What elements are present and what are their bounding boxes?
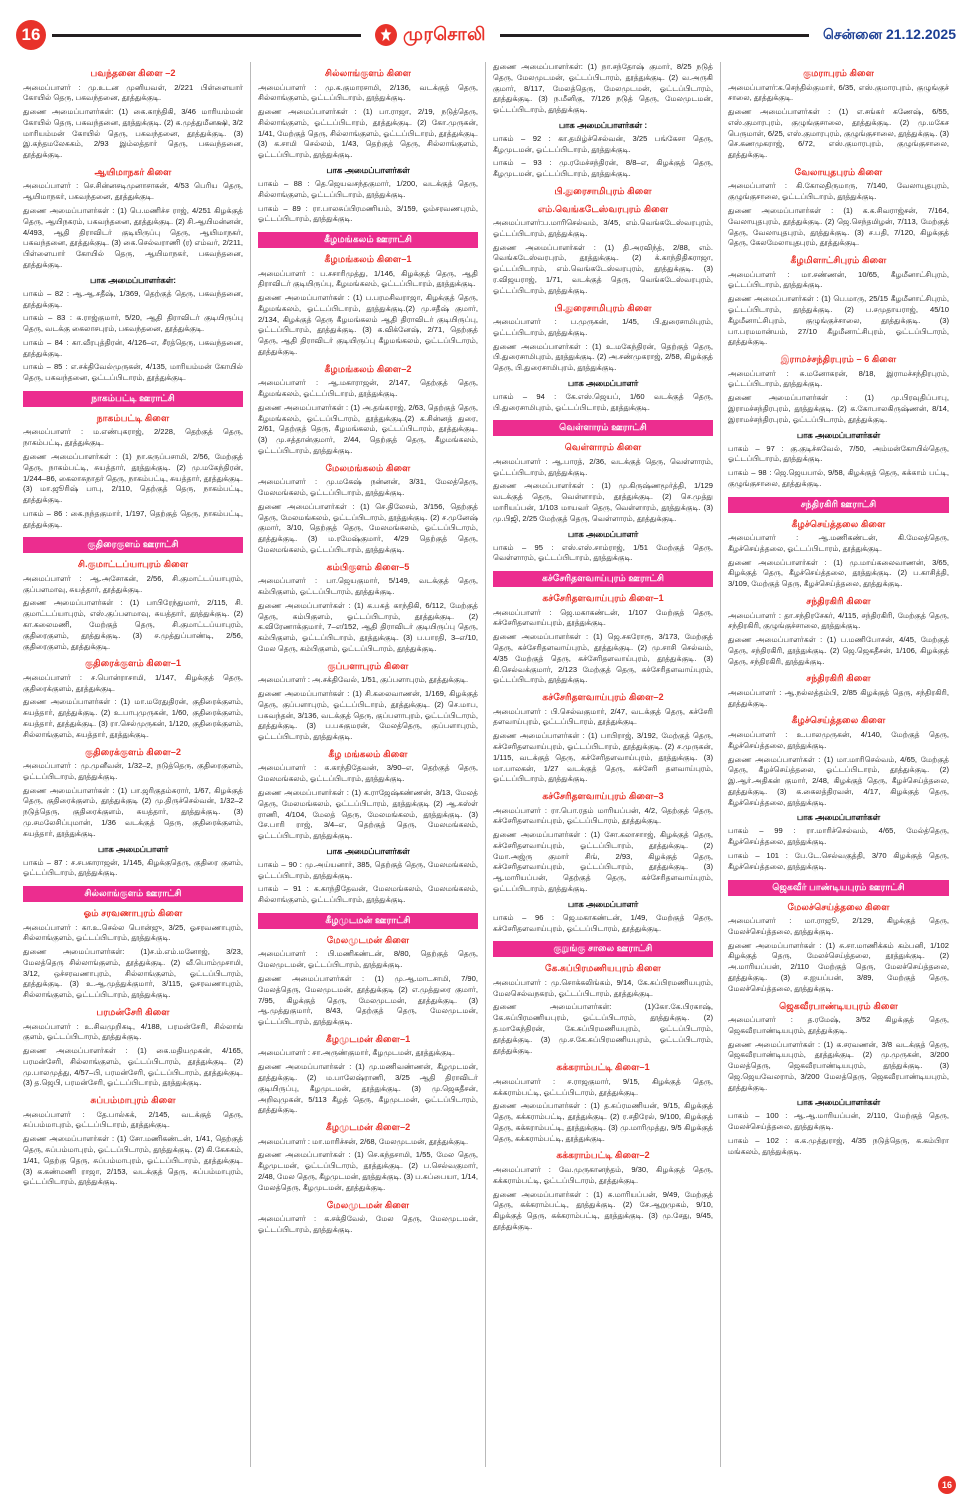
branch-heading: கீழமுடமன் கிளை–2 — [325, 1122, 411, 1133]
body-paragraph: துணை அமைப்பாளர்கள் : (1) சு.சா.மாணிக்கம் கம்பனி, 1/102 கிழக்குத் தெரு, மேலச்செய்த்தலை, தூத்துக்குடி. (2) அ.மாரியப்பன், 2/110 மேற்குத் தெரு, மேலச்செய்த்தலை, தூத்துக்குடி. (3) ச.ஐயப்பன், 3/89, மேற்குத் தெரு, மேலச்செய்த்தலை, தூத்துக்குடி. — [728, 940, 949, 993]
body-paragraph: துணை அமைப்பாளர்கள் : (1) கை.மதியமுகன், 4/165, பரமன்சேரி, சில்லாங்குளம், ஓட்டப்பிடாரம், தூத்துக்குடி. (2) மு.பாலமுத்து, 4/57–பி, பரமன்சேரி, ஓட்டப்பிடாரம், தூத்துக்குடி. (3) த.ஜெபி, பரமன்சேரி, ஓட்டப்பிடாரம், தூத்துக்குடி. — [23, 1046, 243, 1088]
body-paragraph: அமைப்பாளர் : ப.சசாரிமுத்து, 1/146, கிழக்குத் தெரு, ஆதி திராவிடர் குடியிருப்பு, கீழமங்கலம், ஓட்டப்பிடாரம், தூத்துக்குடி. — [258, 268, 478, 289]
body-paragraph: அமைப்பாளர் : மு.க.குமாரசாமி, 2/136, வடக்குத் தெரு, சில்லாங்குளம், ஓட்டப்பிடாரம், தூத்துக்குடி. — [258, 82, 478, 103]
section-subheading: பாக அமைப்பாளர்கள் — [796, 1097, 881, 1108]
body-paragraph: அமைப்பாளர் : ஆ.நல்லத்தம்பி, 2/85 கிழக்குத் தெரு, சந்திரகிரி, தூத்துக்குடி. — [728, 687, 949, 708]
branch-heading: சந்திரகிரி கிளை — [806, 673, 871, 684]
body-paragraph: அமைப்பாளர் : மு.முனீவன், 1/32–2, நடுத்தெரு, குதிரைகுளம், ஓட்டப்பிடாரம், தூத்துக்குடி. — [23, 761, 243, 781]
text-column — [721, 62, 956, 1467]
body-paragraph: துணை அமைப்பாளர்கள் : (1) சோ.மணிகண்டன், 1/41, தெற்குத் தெரு, சுப்பம்மாபுரம், ஓட்டப்பிடாரம், தூத்துக்குடி. (2) கி.கேசுகம், 1/41, தெற்கு தெரு, சுப்பம்மாபுரம், ஓட்டப்பிடாரம், தூத்துக்குடி. (3) க.கண்மணி ராஜா, 2/153, வடக்குத் தெரு, சுப்பம்மாபுரம், ஓட்டப்பிடாரம், தூத்துக்குடி. — [23, 1134, 243, 1187]
body-paragraph: துணை அமைப்பாளர்கள் : (1) பா.ஜரிகுதம்சுரார், 1/67, கிழக்குத் தெரு, குதிரைக்குளம், தூத்துக்குடி (2) மு.திருச்செல்வன், 1/32–2 நடுத்தெரு, குதிரைக்குளம், சுயத்தார், தூத்துக்குடி. (3) மு.சமலேசிப்புமான், 1/36 வடக்குத் தெரு, குதிரைக்குளம், சுயத்தார், தூத்துக்குடி. — [23, 785, 243, 838]
branch-heading: கச்சேரிதளவாய்புரம் கிளை–3 — [542, 791, 664, 802]
body-paragraph: அமைப்பாளர்:க.செந்தில்குமார், 6/35, எஸ்.குமாரபுரம், குழுங்குச் சாலை, தூத்துக்குடி. — [728, 82, 949, 103]
body-paragraph: பாகம் – 95 : எஸ்.எஸ்.சாம்ராஜ், 1/51 மேற்குத் தெரு, வெள்ளாரம், ஓட்டப்பிடாரம், தூத்துக்குடி. — [493, 542, 713, 563]
branch-heading: குதிரைக்குளம் கிளை–2 — [84, 746, 182, 757]
branch-heading: மேலச்செய்த்தலை கிளை — [787, 901, 890, 912]
body-paragraph: அமைப்பாளர் : தா.சந்திரசேகர், 4/115, சந்திரகிரி, மேற்குத் தெரு, சந்திரகிரி, குழுங்குச்சாலை, தூத்துக்குடி. — [728, 610, 949, 631]
body-paragraph: அமைப்பாளர்:ப.மாரிசெல்வம், 3/45, எம்.வெங்கடேஸ்வரபுரம், ஓட்டப்பிடாரம், தூத்துக்குடி. — [493, 218, 713, 238]
body-paragraph: அமைப்பாளர் : பி.செல்வகுமார், 2/47, வடக்குத் தெரு, கச்சேரி தளவாய்புரம், ஓட்டப்பிடாரம், தூத்துக்குடி. — [493, 706, 713, 727]
section-subheading: பாக அமைப்பாளர்கள் : — [558, 119, 648, 130]
branch-heading: ஓம் சரவணாபுரம் கிளை — [83, 908, 183, 919]
footer-page-number: 16 — [938, 1476, 956, 1494]
body-paragraph: துணை அமைப்பாளர்கள் : (1) ப.பரமசிவராஜா, கிழக்குத் தெரு, கீழமங்கலம், ஓட்டப்பிடாரம், தூத்துக்குடி.(2) மு.சதீஷ் குமார், 2/134, கிழக்குத் தெரு கீழமங்கலம் ஆதி திராவிடர் குடியிருப்பு, ஓட்டப்பிடாரம், தூத்துக்குடி. (3) க.விக்னேஷ், 2/71, தெற்குத் தெரு, ஆதி திராவிடர் குடியிருப்பு கீழமங்கலம், ஓட்டப்பிடாரம், தூத்துக்குடி. — [258, 293, 478, 357]
body-paragraph: துணை அமைப்பாளர்கள் : (1) க.க.சிவராஜ்சன், 7/164, வேலாயுதபுரம், தூத்துக்குடி. (2) ஜெ.செந்தமிழன், 7/113, மேற்குத் தெரு, வேலாயுதபுரம், தூத்துக்குடி. (3) ச.பதி, 7/120, கிழக்குத் தெரு, கேலமேலாயுதபுரம், தூத்துக்குடி. — [728, 206, 949, 248]
branch-heading: கீழ மங்கலம் கிளை — [328, 748, 408, 759]
body-paragraph: பாகம் – 85 : எ.சக்திவேல்முருகன், 4/135, மாரியம்மன் கோயில் தெரு, பகவந்தனை, ஓட்டப்பிடாரம், தூத்துக்குடி. — [23, 362, 243, 383]
body-paragraph: அமைப்பாளர் : ச.ராஜகுமார், 9/15, கிழக்குத் தெரு, கக்கராம்பட்டி, ஓட்டப்பிடாரம், தூத்துக்குடி. — [493, 1076, 713, 1097]
body-paragraph: அமைப்பாளர் : கா.உ.செல்ல பொன்ஜு, 3/25, ஓசரவணாபுரம், சில்லாங்குளம், ஓட்டப்பிடாரம், தூத்துக்குடி. — [23, 922, 243, 943]
page-number-badge: 16 — [16, 20, 46, 50]
ward-heading: கீழமுடமன் ஊராட்சி — [258, 913, 478, 929]
body-paragraph: அமைப்பாளர் : வே.முருகானந்தம், 9/30, கிழக்குத் தெரு, கக்கராம்பட்டி, ஓட்டப்பிடாரம், தூத்துக்குடி. — [493, 1164, 713, 1185]
body-paragraph: பாகம் – 84 : கா.வீரபுத்திரன், 4/126–எ, சீரத்தெரு, பகவந்தனை, தூத்துக்குடி. — [23, 337, 243, 358]
ward-heading: சந்திரகிரி ஊராட்சி — [728, 497, 949, 513]
body-paragraph: துணை அமைப்பாளர்கள்: (1) கை.காந்திகி, 3/46 மாரியம்மன் கோயில் தெரு, பகவந்தனை, தூத்துக்குடி. (2) க.முத்துமீனக்ஷி, 3/2 மாரியம்மன் கோயில் தெரு, பகவந்தனை, தூத்துக்குடி. (3) இ.கந்தமலேசுகம், 2/93 இம்லத்தார் தெரு, பகவந்தனை, தூத்துக்குடி. — [23, 107, 243, 160]
body-paragraph: துணை அமைப்பாளர்கள் : (1) உ.மகேந்திரன், தெற்குத் தெரு, பி.துரைசாமிபுரம், தூத்துக்குடி. (2) அ.சண்முகராஜ், 2/58, கிழக்குத் தெரு, பி.துரைசாமிபுரம், தூத்துக்குடி. — [493, 341, 713, 373]
section-subheading: பாக அமைப்பாளர்கள் — [326, 845, 410, 856]
body-paragraph: பாகம் – 98 : ஜெ.ஜெயபால், 9/58, கிழக்குத் தெரு, கக்காம் பட்டி, குழுங்குசாலை, தூத்துக்குடி. — [728, 468, 949, 488]
text-column — [16, 62, 251, 1467]
branch-heading: கீழமுடமன் கிளை–1 — [325, 1033, 411, 1044]
branch-heading: நாகம்பட்டி கிளை — [96, 412, 170, 423]
branch-heading: வெள்ளாரம் கிளை — [564, 442, 642, 453]
body-paragraph: பாகம் – 88 : தெ.ஜெயவசந்தகுமார், 1/200, வடக்குத் தெரு, சில்லாங்குளம், ஓட்டப்பிடாரம், தூத்துக்குடி. — [258, 178, 478, 199]
body-paragraph: அமைப்பாளர் : ச.பொன்ராசாமி, 1/147, கிழக்குத் தெரு, குதிரைக்குளம், தூத்துக்குடி. — [23, 672, 243, 693]
body-paragraph: பாகம் – 97 : கு.குடிச்சுவேல், 7/50, அம்மன்கோயில்தெரு, ஓட்டப்பிடாரம், தூத்துக்குடி. — [728, 443, 949, 464]
article-columns — [16, 62, 956, 1467]
branch-heading: கச்சேரிதளவாய்புரம் கிளை–1 — [542, 593, 664, 604]
ward-heading: கச்சேரிதளவாய்புரம் ஊராட்சி — [493, 571, 713, 587]
body-paragraph: துணை அமைப்பாளர்கள் : (1) எ.சங்கர் கணேஷ், 6/55, எஸ்.குமாரபுரம், குழுங்குசாலை, தூத்துக்குடி. (2) மு.மகேச பெருமாள், 6/25, எஸ்.குமாரபுரம், குழுங்குசாலை, தூத்துக்குடி. (3) செ.கணமுகராஜ், 6/72, எஸ்.குமாரபுரம், குழுங்குசாலை, தூத்துக்குடி. — [728, 107, 949, 160]
body-paragraph: அமைப்பாளர் : மு.சொக்கலிங்கம், 9/14, கே.சுப்பிரமணியபுரம், மேலசெல்வநகரம், ஓட்டப்பிடாரம், தூத்துக்குடி. — [493, 977, 713, 998]
body-paragraph: பாகம் – 93 : மு.ரமேச்சந்திரன், 8/8–எ, கிழக்குத் தெரு, கீழமுடமன், ஓட்டப்பிடாரம், தூத்துக்குடி. — [493, 158, 713, 179]
body-paragraph: அமைப்பாளர் : ஆ.அசோகன், 2/56, சி.குமாட்டப்யாபுரம், குப்பளமாவு, சுயத்தார், தூத்துக்குடி. — [23, 573, 243, 594]
section-subheading: பாக அமைப்பாளர் — [567, 377, 639, 388]
body-paragraph: துணை அமைப்பாளர்கள் : (1) நா.கருப்பசாமி, 2/56, மேற்குத் தெரு, நாகம்பட்டி, சுயத்தார், தூத்துக்குடி. (2) மு.மகேந்திரன், 1/244–86, கைலாசுநாதர் தெரு, நாகம்பட்டி, சுயத்தார், தூத்துக்குடி. (3) மா.ஜூரிஷ் பாபு, 2/110, தெற்குத் தெரு, நாகம்பட்டி, தூத்துக்குடி. — [23, 451, 243, 505]
body-paragraph: துணை அமைப்பாளர்கள் : (1) மா.மாரிசெல்வம், 4/65, மேற்குத் தெரு, கீழச்செய்த்தலை, ஓட்டப்பிடாரம், தூத்துக்குடி. (2) இ.ஆர்.அதிகன் குமார், 2/48, கிழக்குத் தெரு, கீழச்செய்த்தலை, தூத்துக்குடி. (3) க.கைலத்திரவன், 4/17, கிழக்குத் தெரு, கீழச்செய்த்தலை, தூத்துக்குடி. — [728, 754, 949, 807]
section-subheading: பாக அமைப்பாளர்கள் — [326, 164, 410, 175]
ward-heading: சில்லாங்குளம் ஊராட்சி — [23, 886, 243, 902]
section-subheading: பாக அமைப்பாளர்கள்: — [90, 274, 176, 285]
body-paragraph: துணை அமைப்பாளர்கள்: (1)கோ.கே.பிரகாஷ், கே.சுப்பிரமணியபுரம், ஓட்டப்பிடாரம், தூத்துக்குடி. (2) த.மாகேந்திரன், கே.சுப்பிரமணியபுரம், ஓட்டப்பிடாரம், தூத்துக்குடி. (3) மு.ச.கே.சுப்பிரமணியபுரம், ஓட்டப்பிடாரம், தூத்துக்குடி. — [493, 1002, 713, 1055]
branch-heading: பி.துரைசாமிபுரம் கிளை — [554, 302, 652, 313]
body-paragraph: துணை அமைப்பாளர்கள் : (1) க.ராஜேஷ்கண்ணன், 3/13, மேலத் தெரு, மேலமங்கலம், ஓட்டப்பிடாரம், தூத்துக்குடி (2) ஆ.கஸ்ள் ராணி, 4/104, மேலத் தெரு, மேலமங்கலம், தூத்துக்குடி. (3) சே.பாரி ராஜ், 3/4–எ, தெற்குத் தெரு, மேலமங்கலம், ஓட்டப்பிடாரம், தூத்துக்குடி. — [258, 787, 478, 841]
branch-heading: மேலமுடமன் கிளை — [326, 1199, 410, 1210]
branch-heading: கச்சேரிதளவாய்புரம் கிளை–2 — [542, 692, 664, 703]
body-paragraph: பாகம் – 94 : கே.எஸ்.ஜெயப், 1/60 வடக்குத் தெரு, பி.துரைசாமிபுரம், ஓட்டப்பிடாரம், தூத்துக்குடி. — [493, 391, 713, 412]
body-paragraph: துணை அமைப்பாளர்கள் : (1) அ.தங்கராஜ், 2/63, தெற்குத் தெரு, கீழமங்கலம், ஓட்டப்பிடாரம், தூத்துக்குடி.(2) க.சின்னத் துரை, 2/61, தெற்குத் தெரு, கீழமங்கலம், ஓட்டப்பிடாரம், தூத்துக்குடி. (3) மு.சத்தான்குமார், 2/44, தெற்குத் தெரு, கீழமங்கலம், ஓட்டப்பிடாரம், தூத்துக்குடி. — [258, 402, 478, 455]
body-paragraph: துணை அமைப்பாளர்கள் : (1) மா.மரேதுதிரன், குதிரைக்குளம், சுயத்தார், தூத்துக்குடி. (2) உ.பாபுமுருகன், 1/60, குதிரைக்குளம், சுயத்தார், தூத்துக்குடி. (3) ரா.செல்முருகன், 1/120, குதிரைக்குளம், சில்லாங்குளம், சுயத்தார், தூத்துக்குடி. — [23, 697, 243, 739]
branch-heading: குப்பளாபுரம் கிளை — [327, 660, 409, 671]
body-paragraph: துணை அமைப்பாளர்கள் : (1) சோ.கலாசாாஜ், கிழக்குத் தெரு, கச்சேரிதளவாய்புரம், ஓட்டப்பிடாரம், தூத்துக்குடி. (2) மோ.அஜ்ரு குமார் சிங், 2/93, கிழக்குத் தெரு, கச்சேரிதளவாய்புரம், ஓட்டப்பிடாரம், தூத்துக்குடி. (3) ஆ.மாரியப்பன், தெற்குத் தெரு, கச்சேரிதளவாய்புரம், ஓட்டப்பிடாரம், தூத்துக்குடி. — [493, 830, 713, 894]
body-paragraph: துணை அமைப்பாளர்கள் : (1) த.சுப்ரமணியன், 9/15, கிழக்குத் தெரு, கக்கராம்பட்டி, தூத்துக்குடி. (2) ர.சதிரேல், 9/100, கிழக்குத் தெரு, கக்கராம்பட்டி, தூத்துக்குடி. (3) மு.மாரிமுத்து, 9/5 கிழக்குத் தெரு, கக்கராம்பட்டி, தூத்துக்குடி. — [493, 1101, 713, 1143]
body-paragraph: துணை அமைப்பாளர்கள் : (1) மு.கிருஷ்ணமூர்த்தி, 1/129 வடக்குத் தெரு, வெள்ளாரம், தூத்துக்குடி. (2) செ.முத்து மாரியப்பன், 1/103 மாயவர் தெரு, வெள்ளாரம், தூத்துக்குடி. (3) மு.பிஜி, 2/25 மேற்குத் தெரு, வெள்ளாரம், தூத்துக்குடி. — [493, 481, 713, 523]
body-paragraph: பாகம் – 83 : க.ராஜ்குமார், 5/20, ஆதி திராவிடர் குடியிருப்பு தெரு, வடக்கு கைலாசபுரம், பகவந்தனை, தூத்துக்குடி. — [23, 313, 243, 334]
body-paragraph: அமைப்பாளர் : ஆ.மணிகண்டன், கி.மேலத்தெரு, கீழச்செய்த்தலை, ஓட்டப்பிடாரம், தூத்துக்குடி. — [728, 533, 949, 553]
section-subheading: பாக அமைப்பாளர் — [567, 528, 639, 539]
branch-heading: சுப்பம்மாபுரம் கிளை — [90, 1095, 176, 1106]
body-paragraph: பாகம் – 87 : ச.சபகாராஜன், 1/145, கிழக்குதெரு, குதிரை குளம், ஓட்டப்பிடாரம், தூத்துக்குடி. — [23, 857, 243, 878]
ward-heading: நாகம்பட்டி ஊராட்சி — [23, 391, 243, 407]
body-paragraph: துணை அமைப்பாளர்கள் : (1) க.பசுத் காந்திகி, 6/112, மேற்குத் தெரு, கம்பிகுளம், ஓட்டப்பிடாரம், தூத்துக்குடி. (2) க.விரேணாக்குமார், 7–எ/152, ஆதி திராவிடர் குடியிருப்பு தெரு, கம்பிகுளம், ஓட்டப்பிடாரம், தூத்துக்குடி. (3) ப.பாரதி, 3–எ/10, மேல தெரு, கம்பிகுளம், ஓட்டப்பிடாரம், தூத்துக்குடி. — [258, 600, 478, 653]
body-paragraph: துணை அமைப்பாளர்கள் : (1) மு.ஆ.மாடசாமி, 7/90, மேலத்தெரு, மேலமுடமன், தூத்துக்குடி (2) எ.முத்துரை குமார், 7/95, கிழக்குத் தெரு, மேலமுடமன், தூத்துக்குடி. (3) ஆ.முத்துகுமார், 8/43, தெற்குத் தெரு, மேலமுடமன், ஓட்டப்பிடாரம், தூத்துக்குடி. — [258, 974, 478, 1027]
branch-heading: பவந்தனை கிளை –2 — [90, 68, 176, 78]
body-paragraph: பாகம் – 102 : க.க.முத்துராஜ், 4/35 நடுத்தெரு, க.கம்பிரா மங்கலம், தூத்துக்குடி. — [728, 1136, 949, 1156]
body-paragraph: அமைப்பாளர் : மு.மகேஷ் நன்னன், 3/31, மேலத்தெரு, மேலமங்கலம், ஓட்டப்பிடாரம், தூத்துக்குடி. — [258, 477, 478, 498]
body-paragraph: துணை அமைப்பாளர்கள் : (1) க.சரவணன், 3/8 வடக்குத் தெரு, ஜெகவீரபாண்டியபுரம், தூத்துக்குடி. (2) மு.முருகன், 3/200 மேலத்தெரு, ஜெகவீரபாண்டியபுரம், தூத்துக்குடி. (3) ஜெ.ஜெயவேலராம், 3/200 மேலத்தெரு, ஜெகவீரபாண்டியபுரம், தூத்துக்குடி. — [728, 1039, 949, 1092]
body-paragraph: துணை அமைப்பாளர்கள் : (1) பாபிராஜ், 3/192, மேற்குத் தெரு, கச்சேரிதளவாய்புரம், ஓட்டப்பிடாரம், தூத்துக்குடி. (2) ச.முருகன், 1/115, வடக்குத் தெரு, கச்சேரிதளவாய்புரம், தூத்துக்குடி. (3) மா.பாலகன், 1/27 வடக்குத் தெரு, கச்சேரி தளவாய்புரம், ஓட்டப்பிடாரம், தூத்துக்குடி. — [493, 731, 713, 784]
body-paragraph: பாகம் – 89 : ரா.பாலசுப்பிரமணியம், 3/159, ஓம்சரவணபுரம், ஓட்டப்பிடாரம், தூத்துக்குடி. — [258, 203, 478, 224]
branch-heading: கே.சுப்பிரமணியபுரம் கிளை — [545, 963, 661, 974]
dateline: சென்னை 21.12.2025 — [823, 25, 957, 42]
branch-heading: குதிரைக்குளம் கிளை–1 — [84, 658, 182, 669]
branch-heading: சி.குமாட்டப்யாபுரம் கிளை — [77, 559, 189, 570]
body-paragraph: துணை அமைப்பாளர்கள் : (1) செ.கந்தசாமி, 1/55, மேல தெரு, கீழமுடமன், ஓட்டப்பிடாரம், தூத்துக்குடி. (2) ப.செல்வகுமார், 2/48, மேல தெரு, கீழமுடமன், தூத்துக்குடி. (3) ப.சுப்பையா, 1/14, மேலத்தெரு, கீழமுடமன், தூத்துக்குடி. — [258, 1150, 478, 1192]
body-paragraph: துணை அமைப்பாளர்கள் : (1) ஜெ.சகரோரூ, 3/173, மேற்குத் தெரு, கச்சேரிதளவாய்புரம், தூத்துக்குடி. (2) மு.சாசி செல்வம், 4/35 மேற்குத் தெரு, கச்சேரிதளவாய்புரம், தூத்துக்குடி. (3) கி.செல்வக்குமார், 2/123 மேற்குத் தெரு, கச்சேரிதளவாய்புரம், ஓட்டப்பிடாரம், தூத்துக்குடி. — [493, 632, 713, 685]
body-paragraph: அமைப்பாளர் : உ.பாலமுருகன், 4/140, மேற்குத் தெரு, கீழச்செய்த்தலை, தூத்துக்குடி. — [728, 729, 949, 750]
body-paragraph: பாகம் – 100 : ஆ.ஆ.மாரியப்பன், 2/110, மேற்குத் தெரு, மேலச்செய்த்தலை, தூத்துக்குடி. — [728, 1111, 949, 1132]
body-paragraph: துணை அமைப்பாளர்கள் : (1) மு.பிரவுதிப்பாபு, இராமச்சந்திரபுரம், தூத்துக்குடி. (2) க.கோபாலகிருஷ்ணன், 8/14, இராமச்சந்திரபுரம், ஓட்டப்பிடாரம், தூத்துக்குடி. — [728, 393, 949, 424]
star-emblem-icon — [375, 24, 397, 46]
body-paragraph: துணை அமைப்பாளர்கள் : (1) பாபிரேந்துமார், 2/115, சி. குமாட்டப்யாபுரம், எஸ்.குப்பளமாவு, சுயத்தார், தூத்துக்குடி. (2) கா.கலைமணி, மேற்குத் தெரு, சி.குமாட்டப்யாபுரம், குதிரைகுளம், தூத்துக்குடி. (3) ச.முத்துப்பாண்டி, 2/56, குதிரைகுளம், தூத்துக்குடி. — [23, 598, 243, 651]
body-paragraph: துணை அமைப்பாளர்கள் : (1) பெ.மாரு, 25/15 கீழமீனாட்சிபுரம், ஓட்டப்பிடாரம், தூத்துக்குடி. (2) ப.சமுதாயராஜ், 45/10 கீழமீனாட்சிபுரம், குழுங்குச்சாலை, தூத்துக்குடி. (3) பா.பரமமான்யம், 27/10 கீழமீனாட்சிபுரம், ஓட்டப்பிடாரம், தூத்துக்குடி. — [728, 294, 949, 347]
branch-heading: பரமன்சேரி கிளை — [96, 1007, 170, 1018]
masthead — [16, 14, 956, 56]
masthead-rule-right — [500, 34, 809, 37]
body-paragraph: துணை அமைப்பாளர்கள் : (1) ப.மணிபோசன், 4/45, மேற்குத் தெரு, சந்திரகிரி, தூத்துக்குடி. (2) ஜெ.ஜெகதீசன், 1/106, கிழக்குத் தெரு, சந்திரகிரி, தூத்துக்குடி. — [728, 635, 949, 666]
branch-heading: வேலாயுதபுரம் கிளை — [794, 166, 883, 177]
body-paragraph: துணை அமைப்பாளர்கள் : (1) சி.கலைவாணன், 1/169, கிழக்குத் தெரு, குப்பளாபுரம், ஓட்டப்பிடாரம், தூத்துக்குடி. (2) செ.மாப, பசுவந்தன், 3/136, வடக்குத் தெரு, குப்பளாபுரம், ஓட்டப்பிடாரம், தூத்துக்குடி. (3) ப.பசுகுமரன், மேலத்தெரு, குப்பளாபுரம், ஓட்டப்பிடாரம், தூத்துக்குடி. — [258, 688, 478, 742]
ward-heading: கீழமங்கலம் ஊராட்சி — [258, 232, 478, 248]
body-paragraph: அமைப்பாளர் : ப.முருகன், 1/45, பி.துரைசாமிபுரம், ஓட்டப்பிடாரம், தூத்துக்குடி. — [493, 317, 713, 337]
body-paragraph: பாகம் – 96 : ஜெ.மகாகண்டன், 1/49, மேற்குத் தெரு, கச்சேரிதளவாய்புரம், ஓட்டப்பிடாரம், தூத்துக்குடி. — [493, 912, 713, 933]
body-paragraph: அமைப்பாளர் : க.காந்திதேவன், 3/90–எ, தெற்குத் தெரு, மேலமங்கலம், ஓட்டப்பிடாரம், தூத்துக்குடி. — [258, 763, 478, 784]
body-paragraph: அமைப்பாளர் : ரா.பொ.ரதம் மாரியப்பன், 4/2, தெற்குத் தெரு, கச்சேரிதளவாய்புரம், ஓட்டப்பிடாரம், தூத்துக்குடி. — [493, 805, 713, 826]
branch-heading: கம்பிகுளம் கிளை–5 — [326, 561, 410, 572]
branch-heading: கீழமிளாட்சிபுரம் கிளை — [790, 255, 887, 266]
body-paragraph: அமைப்பாளர் : மா.ராஜூ, 2/129, கிழக்குத் தெரு, மேலச்செய்த்தலை, தூத்துக்குடி. — [728, 916, 949, 936]
body-paragraph: அமைப்பாளர் : கி.கோலதிருமாரு, 7/140, வேலாயுதபுரம், குழுங்குசாலை, ஓட்டப்பிடாரம், தூத்துக்குடி. — [728, 181, 949, 202]
publication-name: முரசொலி — [403, 23, 486, 44]
body-paragraph: அமைப்பாளர் : மா.சண்ணன், 10/65, கீழமீனாட்சிபுரம், ஓட்டப்பிடாரம், தூத்துக்குடி. — [728, 269, 949, 290]
body-paragraph: துணை அமைப்பாளர்கள் : (1) தி.அரவிந்த், 2/88, எம். வெங்கடேஸ்வரபுரம், தூத்துக்குடி. (2) க்.காந்திதிகராஜா, ஓட்டப்பிடாரம், எம்.வெங்கடேஸ்வரபுரம், தூத்துக்குடி. (3) ர.விஜயராஜ், 1/71, வடக்குத் தெரு, வெங்கடேஸ்வரபுரம், ஓட்டப்பிடாரம், தூத்துக்குடி. — [493, 242, 713, 295]
ward-heading: குதிரைகுளம் ஊராட்சி — [23, 537, 243, 553]
body-paragraph: பாகம் – 86 : கை.நந்தகுமார், 1/197, தெற்குத் தெரு, நாகம்பட்டி, தூத்துக்குடி. — [23, 508, 243, 529]
body-paragraph: அமைப்பாளர் : சு.மனோகரன், 8/18, இராமச்சந்திரபுரம், ஓட்டப்பிடாரம், தூத்துக்குடி. — [728, 368, 949, 389]
branch-heading: சில்லாங்குளம் கிளை — [324, 68, 412, 78]
body-paragraph: அமைப்பாளர் : அ.சக்திவேல், 1/51, குப்பளாபுரம், தூத்துக்குடி. — [258, 675, 469, 685]
section-subheading: பாக அமைப்பாளர் — [97, 843, 169, 854]
branch-heading: கீழச்செய்த்தலை கிளை — [791, 518, 886, 529]
body-paragraph: பாகம் – 82 : ஆ.ஆ.சதீஷ், 1/369, தெற்குத் தெரு, பகவந்தனை, தூத்துக்குடி. — [23, 288, 243, 309]
branch-heading: கக்கராம்பட்டி கிளை–1 — [556, 1062, 650, 1073]
body-paragraph: அமைப்பாளர் : சா.அருண்குமார், கீழமுடமன், தூத்துக்குடி. — [258, 1048, 455, 1058]
branch-heading: மேலமங்கலம் கிளை — [325, 462, 411, 473]
body-paragraph: அமைப்பாளர் : த.ரமேஷ், 3/52 கிழக்குத் தெரு, ஜெகவீரபாண்டியபுரம், தூத்துக்குடி. — [728, 1015, 949, 1035]
ward-heading: ஜெகவீர் பாண்டியபுரம் ஊராட்சி — [728, 880, 949, 896]
branch-heading: ஆயிமாநகர் கிளை — [94, 166, 172, 177]
branch-heading: கீழச்செய்த்தலை கிளை — [791, 715, 886, 726]
publication-logo — [367, 24, 494, 47]
branch-heading: இராமச்சந்திரபுரம் – 6 கிளை — [780, 354, 897, 365]
body-paragraph: அமைப்பாளர் : மு.உடன முனியவள், 2/221 பிள்ளையார் கோயில் தெரு, பகவந்தனை, தூத்துக்குடி. — [23, 82, 243, 103]
body-paragraph: பாகம் – 99 : ரா.மாரிச்செல்வம், 4/65, மேல்த்தெரு, கீழச்செய்த்தலை, தூத்துக்குடி. — [728, 826, 949, 847]
body-paragraph: அமைப்பாளர் : செ.சின்னசடிமுனாசாகன், 4/53 பெரிய தெரு, ஆயிமாநகர், பகவந்தனை, தூத்துக்குடி. — [23, 181, 243, 202]
branch-heading: மேலமுடமன் கிளை — [326, 934, 410, 945]
branch-heading: கக்கராம்பட்டி கிளை–2 — [556, 1150, 650, 1161]
body-paragraph: பாகம் – 92 : கா.தமிழ்ச்செல்வன், 3/25 பங்கேசா தெரு, கீழமுடமன், ஓட்டப்பிடாரம், தூத்துக்குடி. — [493, 133, 713, 154]
body-paragraph: அமைப்பாளர் : க.சக்திவேல், மேல தெரு, மேலமுடமன், ஓட்டப்பிடாரம், தூத்துக்குடி. — [258, 1214, 478, 1234]
branch-heading: சந்திரகிரி கிளை — [806, 596, 871, 607]
body-paragraph: அமைப்பாளர் : ம.எண்புகராஜ், 2/228, தெற்குத் தெரு, நாகம்பட்டி, தூத்துக்குடி. — [23, 427, 243, 448]
body-paragraph: அமைப்பாளர் : ஜெ.மகாகண்டன், 1/107 மேற்குத் தெரு, கச்சேரிதளவாய்புரம், தூத்துக்குடி. — [493, 607, 713, 628]
branch-heading: குமராபுரம் கிளை — [802, 68, 875, 78]
body-paragraph: துணை அமைப்பாளர்கள் : (1) மு.மணிவண்ணன், கீழமுடமன், தூத்துக்குடி. (2) ம.பாலேஷ்ராணி, 3/25 ஆதி திராவிடர் குடியிருப்பு, கீழமுடமன், தூத்துக்குடி. (3) மு.ஜெகதீசன், அறிவுமுகன், 5/113 கீழத் தெரு, கீழமுடமன், ஓட்டப்பிடாரம், தூத்துக்குடி. — [258, 1062, 478, 1115]
branch-heading: எம்.வெங்கடேஸ்வரபுரம் கிளை — [537, 203, 669, 214]
body-paragraph: துணை அமைப்பாளர்கள்: (1) நா.சந்தோஷ் குமார், 8/25 நடுத் தெரு, மேலமுடமன், ஓட்டப்பிடாரம், தூத்துக்குடி. (2) வ.அருகி குமார், 8/117, மேலத்தெரு, மேலமுடமன், ஓட்டப்பிடாரம், தூத்துக்குடி. (3) ந.மீனிகு, 7/126 நடுத் தெரு, மேலமுடமன், ஓட்டப்பிடாரம், தூத்துக்குடி. — [493, 62, 713, 115]
ward-heading: குறுங்கு சாலை ஊராட்சி — [493, 941, 713, 957]
body-paragraph: பாகம் – 91 : க.காந்திதேவன், மேலமங்கலம், மேலமங்கலம், சில்லாங்குளம், ஓட்டப்பிடாரம், தூத்துக்குடி. — [258, 884, 478, 905]
masthead-rule-left — [52, 34, 361, 37]
body-paragraph: அமைப்பாளர் : உ.சிவமுறிசுடி, 4/188, பரமன்சேரி, சில்லாங் குளம், ஓட்டப்பிடாரம், தூத்துக்குடி. — [23, 1021, 243, 1042]
branch-heading: கீழமங்கலம் கிளை–1 — [324, 254, 412, 265]
body-paragraph: துணை அமைப்பாளர்கள் : (1) மு.மாய்கலைவாணன், 3/65, கிழக்குத் தெரு, கீழச்செய்த்தலை, தூத்துக்குடி. (2) ப.காசித்தி, 3/109, மேற்குத் தெரு, கீழச்செய்த்தலை, தூத்துக்குடி. — [728, 557, 949, 589]
body-paragraph: அமைப்பாளர் : தே.பால்சுக், 2/145, வடக்குத் தெரு, சுப்பம்மாபுரம், ஓட்டப்பிடாரம், தூத்துக்குடி. — [23, 1109, 243, 1130]
section-subheading: பாக அமைப்பாளர்கள் — [796, 812, 881, 823]
body-paragraph: அமைப்பாளர் : பி.மணிகண்டன், 8/80, தெற்குத் தெரு, மேலமுடமன், ஓட்டப்பிடாரம், தூத்துக்குடி. — [258, 949, 478, 970]
body-paragraph: அமைப்பாளர் : பா.ஜெயகுமார், 5/149, வடக்குத் தெரு, கம்பிகுளம், ஓட்டப்பிடாரம், தூத்துக்குடி. — [258, 576, 478, 597]
body-paragraph: துணை அமைப்பாளர்கள்: (1)ச.ம்.எம்.மனோஜ், 3/23, மேலத்தெரு சில்லாங்குளம், தூத்துக்குடி. (2) வீ.பொம்முசாமி, 3/12, ஒச்சரவணாபுரம், சில்லாங்குளம், ஓட்டப்பிடாரம், தூத்துக்குடி. (3) உ.ஆ.முத்துக்குமார், 3/115, ஓசரவணாபுரம், சில்லாங்குளம், ஓட்டப்பிடாரம், தூத்துக்குடி. — [23, 947, 243, 1000]
body-paragraph: துணை அமைப்பாளர்கள் : (1) பெ.மணிச்ச ராஜ், 4/251 கிழக்குத் தெரு, ஆயிநகரம், பகவந்தனை, தூத்துக்குடி. (2) சி.ஆயிமன்னன், 4/493, ஆதி திராவிடர் குடியிருப்பு தெரு, ஆயிமாநகர், பகவந்தனை, தூத்துக்குடி. (3) கை.செல்வராணி (ர) எம்வர், 2/211, பிள்ளையார் கோயில் தெரு, ஆயிமாநகர், பகவந்தனை, தூத்துக்குடி. — [23, 206, 243, 269]
branch-heading: கீழமங்கலம் கிளை–2 — [324, 363, 412, 374]
branch-heading: பி.துரைசாமிபுரம் கிளை — [554, 186, 652, 197]
section-subheading: பாக அமைப்பாளர் — [567, 898, 639, 909]
ward-heading: வெள்ளாரம் ஊராட்சி — [493, 420, 713, 436]
body-paragraph: அமைப்பாளர் : ஆ.மகாராஜன், 2/147, தெற்குத் தெரு, கீழமங்கலம், ஓட்டப்பிடாரம், தூத்துக்குடி. — [258, 378, 478, 399]
body-paragraph: அமைப்பாளர் : மா.மாரிச்சன், 2/68, மேலமுடமன், தூத்துக்குடி. — [258, 1136, 469, 1146]
body-paragraph: துணை அமைப்பாளர்கள் : (1) சு.மாரியப்பன், 9/49, மேற்குத் தெரு, கக்கராம்பட்டி, தூத்துக்குடி. (2) சே.ஆறுமுகம், 9/10, கிழக்குத் தெரு, கக்கராம்பட்டி, தூத்துக்குடி. (3) மு.சேது, 9/45, தூத்துக்குடி. — [493, 1189, 713, 1231]
body-paragraph: பாகம் – 101 : பே.டே.செல்வகுத்தி, 3/70 கிழக்குத் தெரு, கீழச்செய்த்தலை, தூத்துக்குடி. — [728, 851, 949, 871]
body-paragraph: பாகம் – 90 : மு.அய்யனார், 385, தெற்குத் தெரு, மேலமங்கலம், ஓட்டப்பிடாரம், தூத்துக்குடி. — [258, 859, 478, 880]
body-paragraph: துணை அமைப்பாளர்கள் : (1) பா.ராஜா, 2/19, நடுத்தெரு, சில்லாங்குளம், ஓட்டப்பிடாரம், தூத்துக்குடி. (2) கோ.முருகன், 1/41, மேற்குத் தெரு, சில்லாங்குளம், ஓட்டப்பிடாரம், தூத்துக்குடி. (3) க.சாமி செல்லம், 1/43, தெற்குத் தெரு, சில்லாங்குளம், ஓட்டப்பிடாரம், தூத்துக்குடி. — [258, 107, 478, 160]
text-column — [251, 62, 486, 1467]
section-subheading: பாக அமைப்பாளர்கள் — [796, 429, 881, 440]
body-paragraph: துணை அமைப்பாளர்கள் : (1) செ.திலேசம், 3/156, தெற்குத் தெரு, மேலமங்கலம், ஓட்டப்பிடாரம், தூத்துக்குடி. (2) ச.முனேஷ் குமார், 3/10, தெற்குத் தெரு, மேலமங்கலம், ஓட்டப்பிடாரம், தூத்துக்குடி. (3) ம.ரமேஷ்குமார், 4/29 தெற்குத் தெரு, மேலமங்கலம், ஓட்டப்பிடாரம், தூத்துக்குடி. — [258, 501, 478, 554]
body-paragraph: அமைப்பாளர் : ஆ.பாரத், 2/36, வடக்குத் தெரு, வெள்ளாரம், ஓட்டப்பிடாரம், தூத்துக்குடி. — [493, 456, 713, 477]
text-column — [486, 62, 721, 1467]
branch-heading: ஜெகவீரபாண்டியபுரம் கிளை — [779, 1000, 898, 1011]
